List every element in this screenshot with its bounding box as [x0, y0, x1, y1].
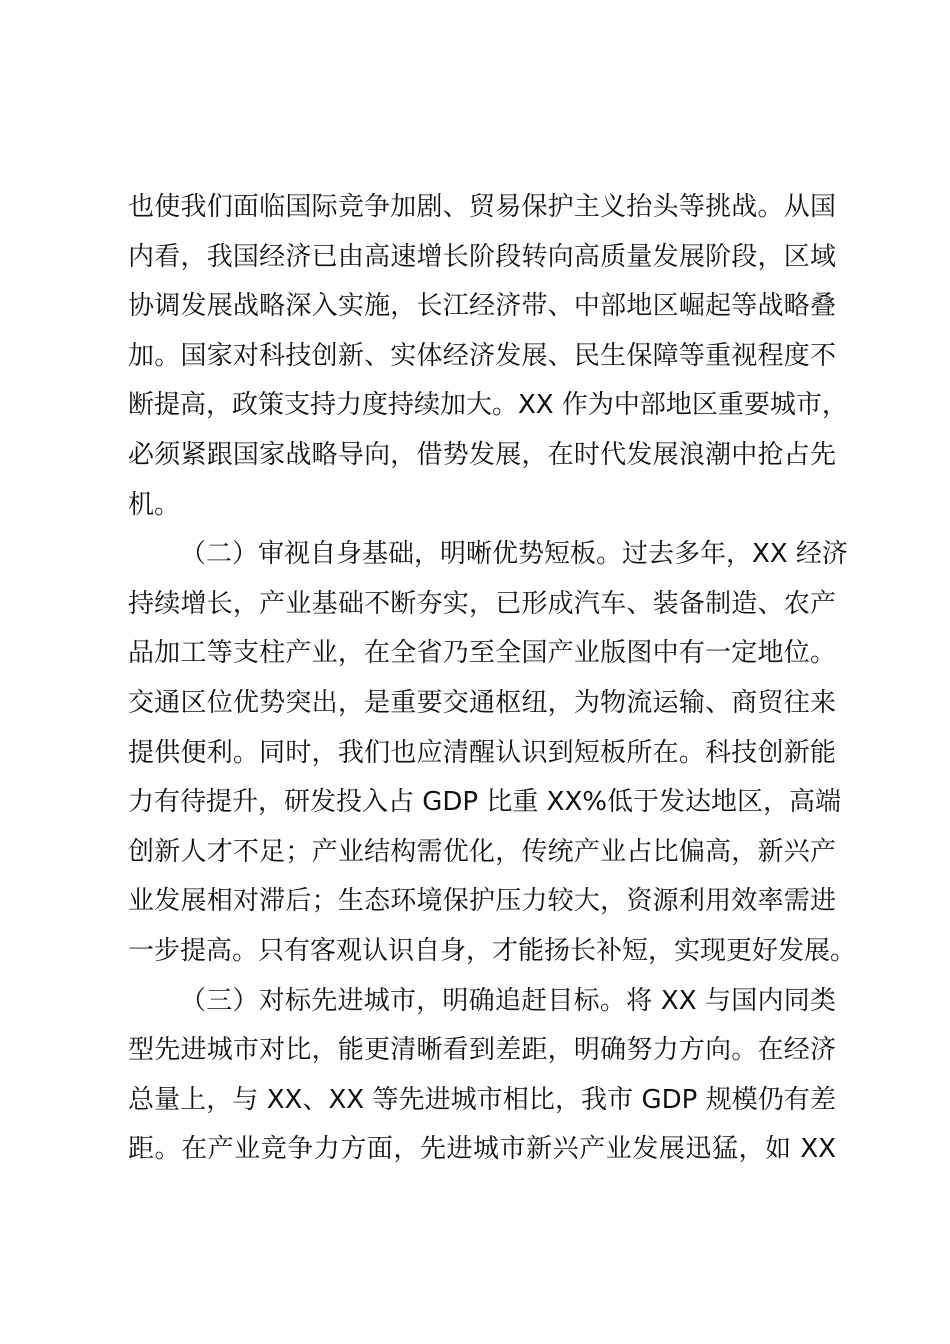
text-line: 也使我们面临国际竞争加剧、贸易保护主义抬头等挑战。从国 — [128, 192, 836, 222]
text-line: 机。 — [128, 489, 181, 520]
text-line: 加。国家对科技创新、实体经济发展、民生保障等重视程度不 — [128, 340, 836, 371]
text-line: 品加工等支柱产业，在全省乃至全国产业版图中有一定地位。 — [128, 638, 836, 669]
text-line: 必须紧跟国家战略导向，借势发展，在时代发展浪潮中抢占先 — [128, 439, 836, 470]
text-line: 交通区位优势突出，是重要交通枢纽，为物流运输、商贸往来 — [128, 687, 836, 718]
text-line: 总量上，与 XX、XX 等先进城市相比，我市 GDP 规模仍有差 — [128, 1084, 836, 1115]
text-line: 业发展相对滞后；生态环境保护压力较大，资源利用效率需进 — [128, 886, 836, 917]
text-line: 提供便利。同时，我们也应清醒认识到短板所在。科技创新能 — [128, 737, 836, 768]
text-line: 协调发展战略深入实施，长江经济带、中部地区崛起等战略叠 — [128, 291, 836, 322]
text-line: 断提高，政策支持力度持续加大。XX 作为中部地区重要城市， — [128, 390, 848, 421]
text-line: 内看，我国经济已由高速增长阶段转向高质量发展阶段，区域 — [128, 241, 836, 272]
text-line: 型先进城市对比，能更清晰看到差距，明确努力方向。在经济 — [128, 1035, 836, 1066]
text-line: 距。在产业竞争力方面，先进城市新兴产业发展迅猛，如 XX — [128, 1134, 836, 1165]
paragraph-3 — [128, 977, 836, 1175]
text-line: 创新人才不足；产业结构需优化，传统产业占比偏高，新兴产 — [128, 836, 836, 867]
text-line: 持续增长，产业基础不断夯实，已形成汽车、装备制造、农产 — [128, 588, 836, 619]
document-body — [128, 183, 857, 1175]
text-line: 力有待提升，研发投入占 GDP 比重 XX%低于发达地区，高端 — [128, 787, 841, 818]
text-line: （三）对标先进城市，明确追赶目标。将 XX 与国内同类 — [180, 985, 836, 1016]
paragraph-1 — [128, 183, 848, 530]
text-line: 一步提高。只有客观认识自身，才能扬长补短，实现更好发展。 — [128, 935, 857, 966]
paragraph-2 — [128, 530, 857, 976]
text-line: （二）审视自身基础，明晰优势短板。过去多年，XX 经济 — [180, 539, 848, 570]
